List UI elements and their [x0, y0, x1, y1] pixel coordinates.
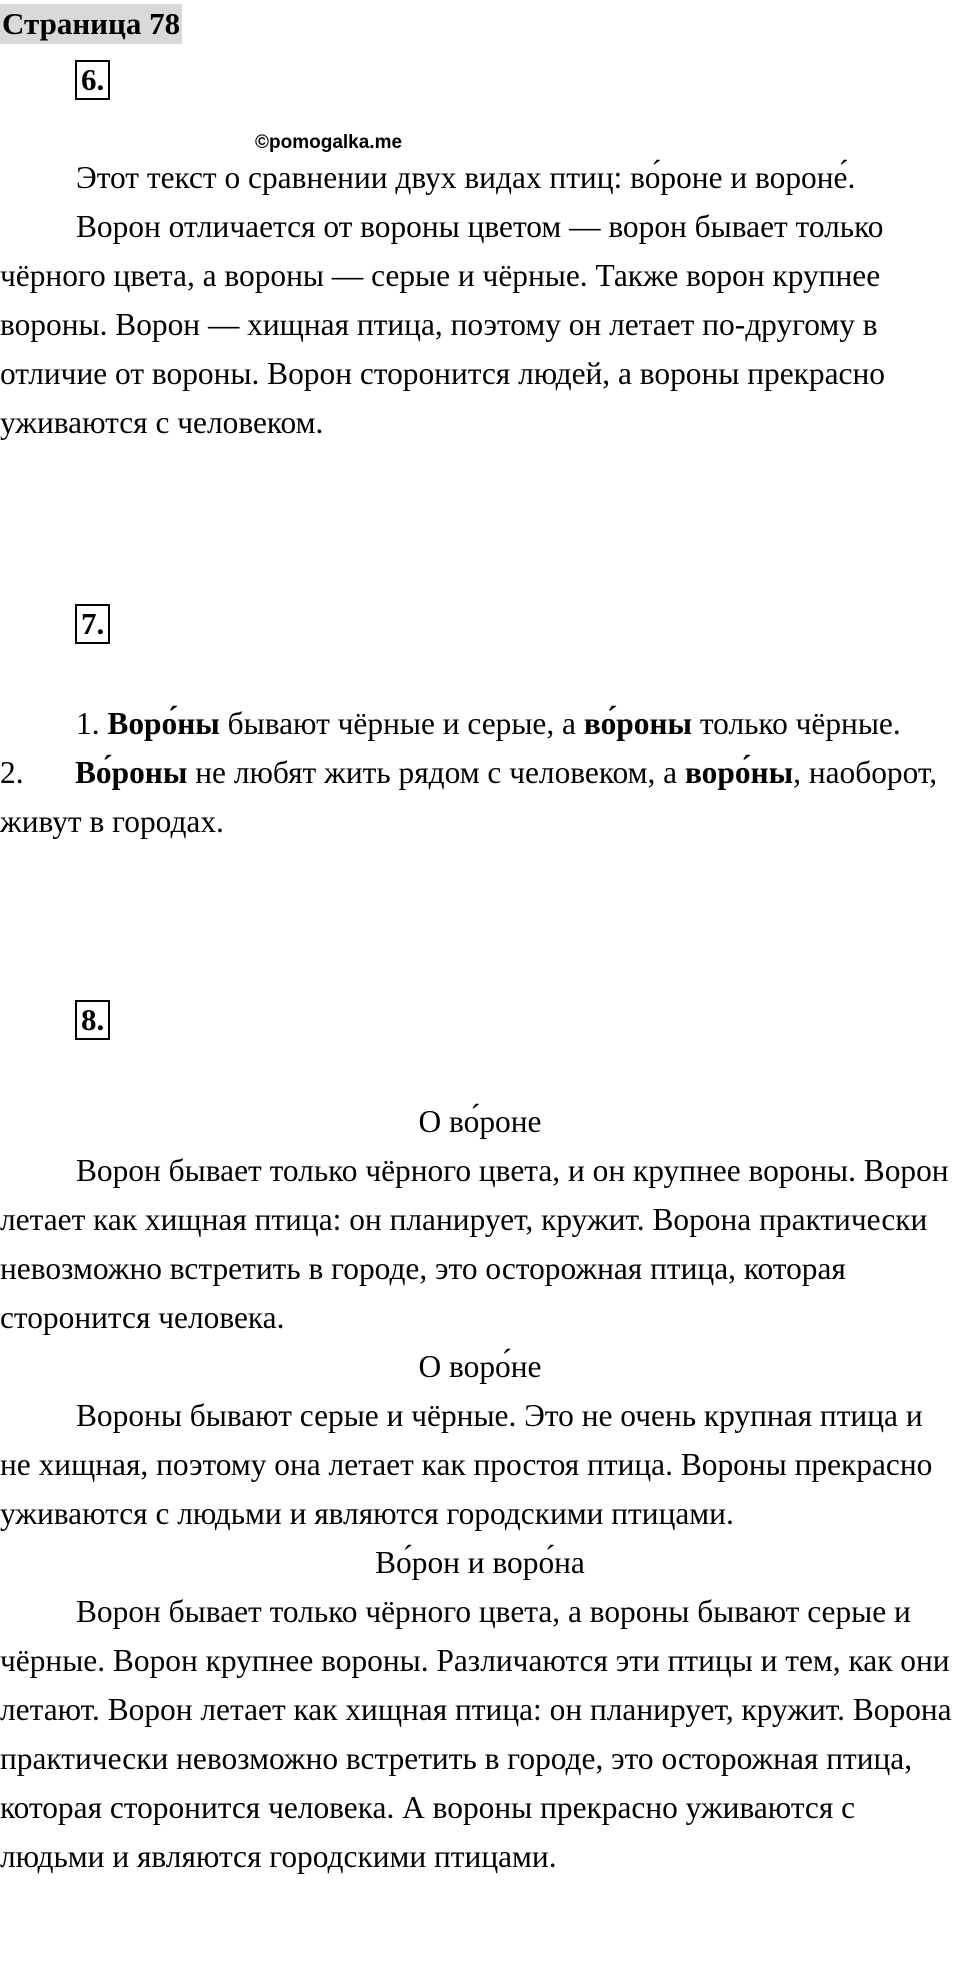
task-6-text	[0, 153, 960, 447]
section-paragraph: Ворон бывает только чёрного цвета, а вороны бывают серые и чёрные. Ворон крупнее вороны. Различаются эти птицы и тем, как они летают. Ворон летает как хищная птица: он планирует, кружит. Ворона практически невозможно встретить в городе, это осторожная птица, которая сторонится человека. А вороны прекрасно уживаются с людьми и являются городскими птицами.	[0, 1594, 952, 1874]
task-6-paragraph: Этот текст о сравнении двух видах птиц: во́роне и вороне́.	[76, 160, 856, 195]
bold-word: воро́ны	[684, 755, 794, 790]
section-paragraph: Ворон бывает только чёрного цвета, и он крупнее вороны. Ворон летает как хищная птица: он планирует, кружит. Ворона практически невозможно встретить в городе, это осторожная птица, которая сторонится человека.	[0, 1153, 949, 1335]
task-6-paragraph: Ворон отличается от вороны цветом — ворон бывает только чёрного цвета, а вороны — серые и чёрные. Также ворон крупнее вороны. Ворон — хищная птица, поэтому он летает по-другому в отличие от вороны. Ворон сторонится людей, а вороны прекрасно уживаются с человеком.	[0, 209, 885, 440]
section-heading: О воро́не	[418, 1349, 542, 1384]
list-item-text: , наоборот, живут в городах.	[0, 755, 938, 839]
section-heading: О во́роне	[418, 1104, 542, 1139]
watermark: ©pomogalka.me	[255, 132, 403, 153]
bold-word: Во́роны	[75, 755, 188, 790]
section-heading: Во́рон и воро́на	[375, 1545, 585, 1580]
list-item	[0, 699, 960, 748]
list-item-text: бывают чёрные и серые, а	[219, 706, 584, 741]
list-item	[0, 748, 960, 846]
list-item-text: не любят жить рядом с человеком, а	[187, 755, 685, 790]
task-8-text	[0, 1097, 960, 1881]
task-8-number: 8.	[75, 1000, 110, 1040]
list-item-number: 2.	[0, 755, 24, 790]
list-item-number: 1.	[76, 706, 100, 741]
page-title: Страница 78	[0, 4, 182, 44]
list-item-text: только чёрные.	[692, 706, 901, 741]
task-6-number: 6.	[75, 60, 110, 100]
task-7-list	[0, 699, 960, 846]
bold-word: Воро́ны	[107, 706, 220, 741]
task-7-number: 7.	[75, 604, 110, 644]
section-paragraph: Вороны бывают серые и чёрные. Это не очень крупная птица и не хищная, поэтому она летает как простоя птица. Вороны прекрасно уживаются с людьми и являются городскими птицами.	[0, 1398, 933, 1531]
bold-word: во́роны	[583, 706, 693, 741]
